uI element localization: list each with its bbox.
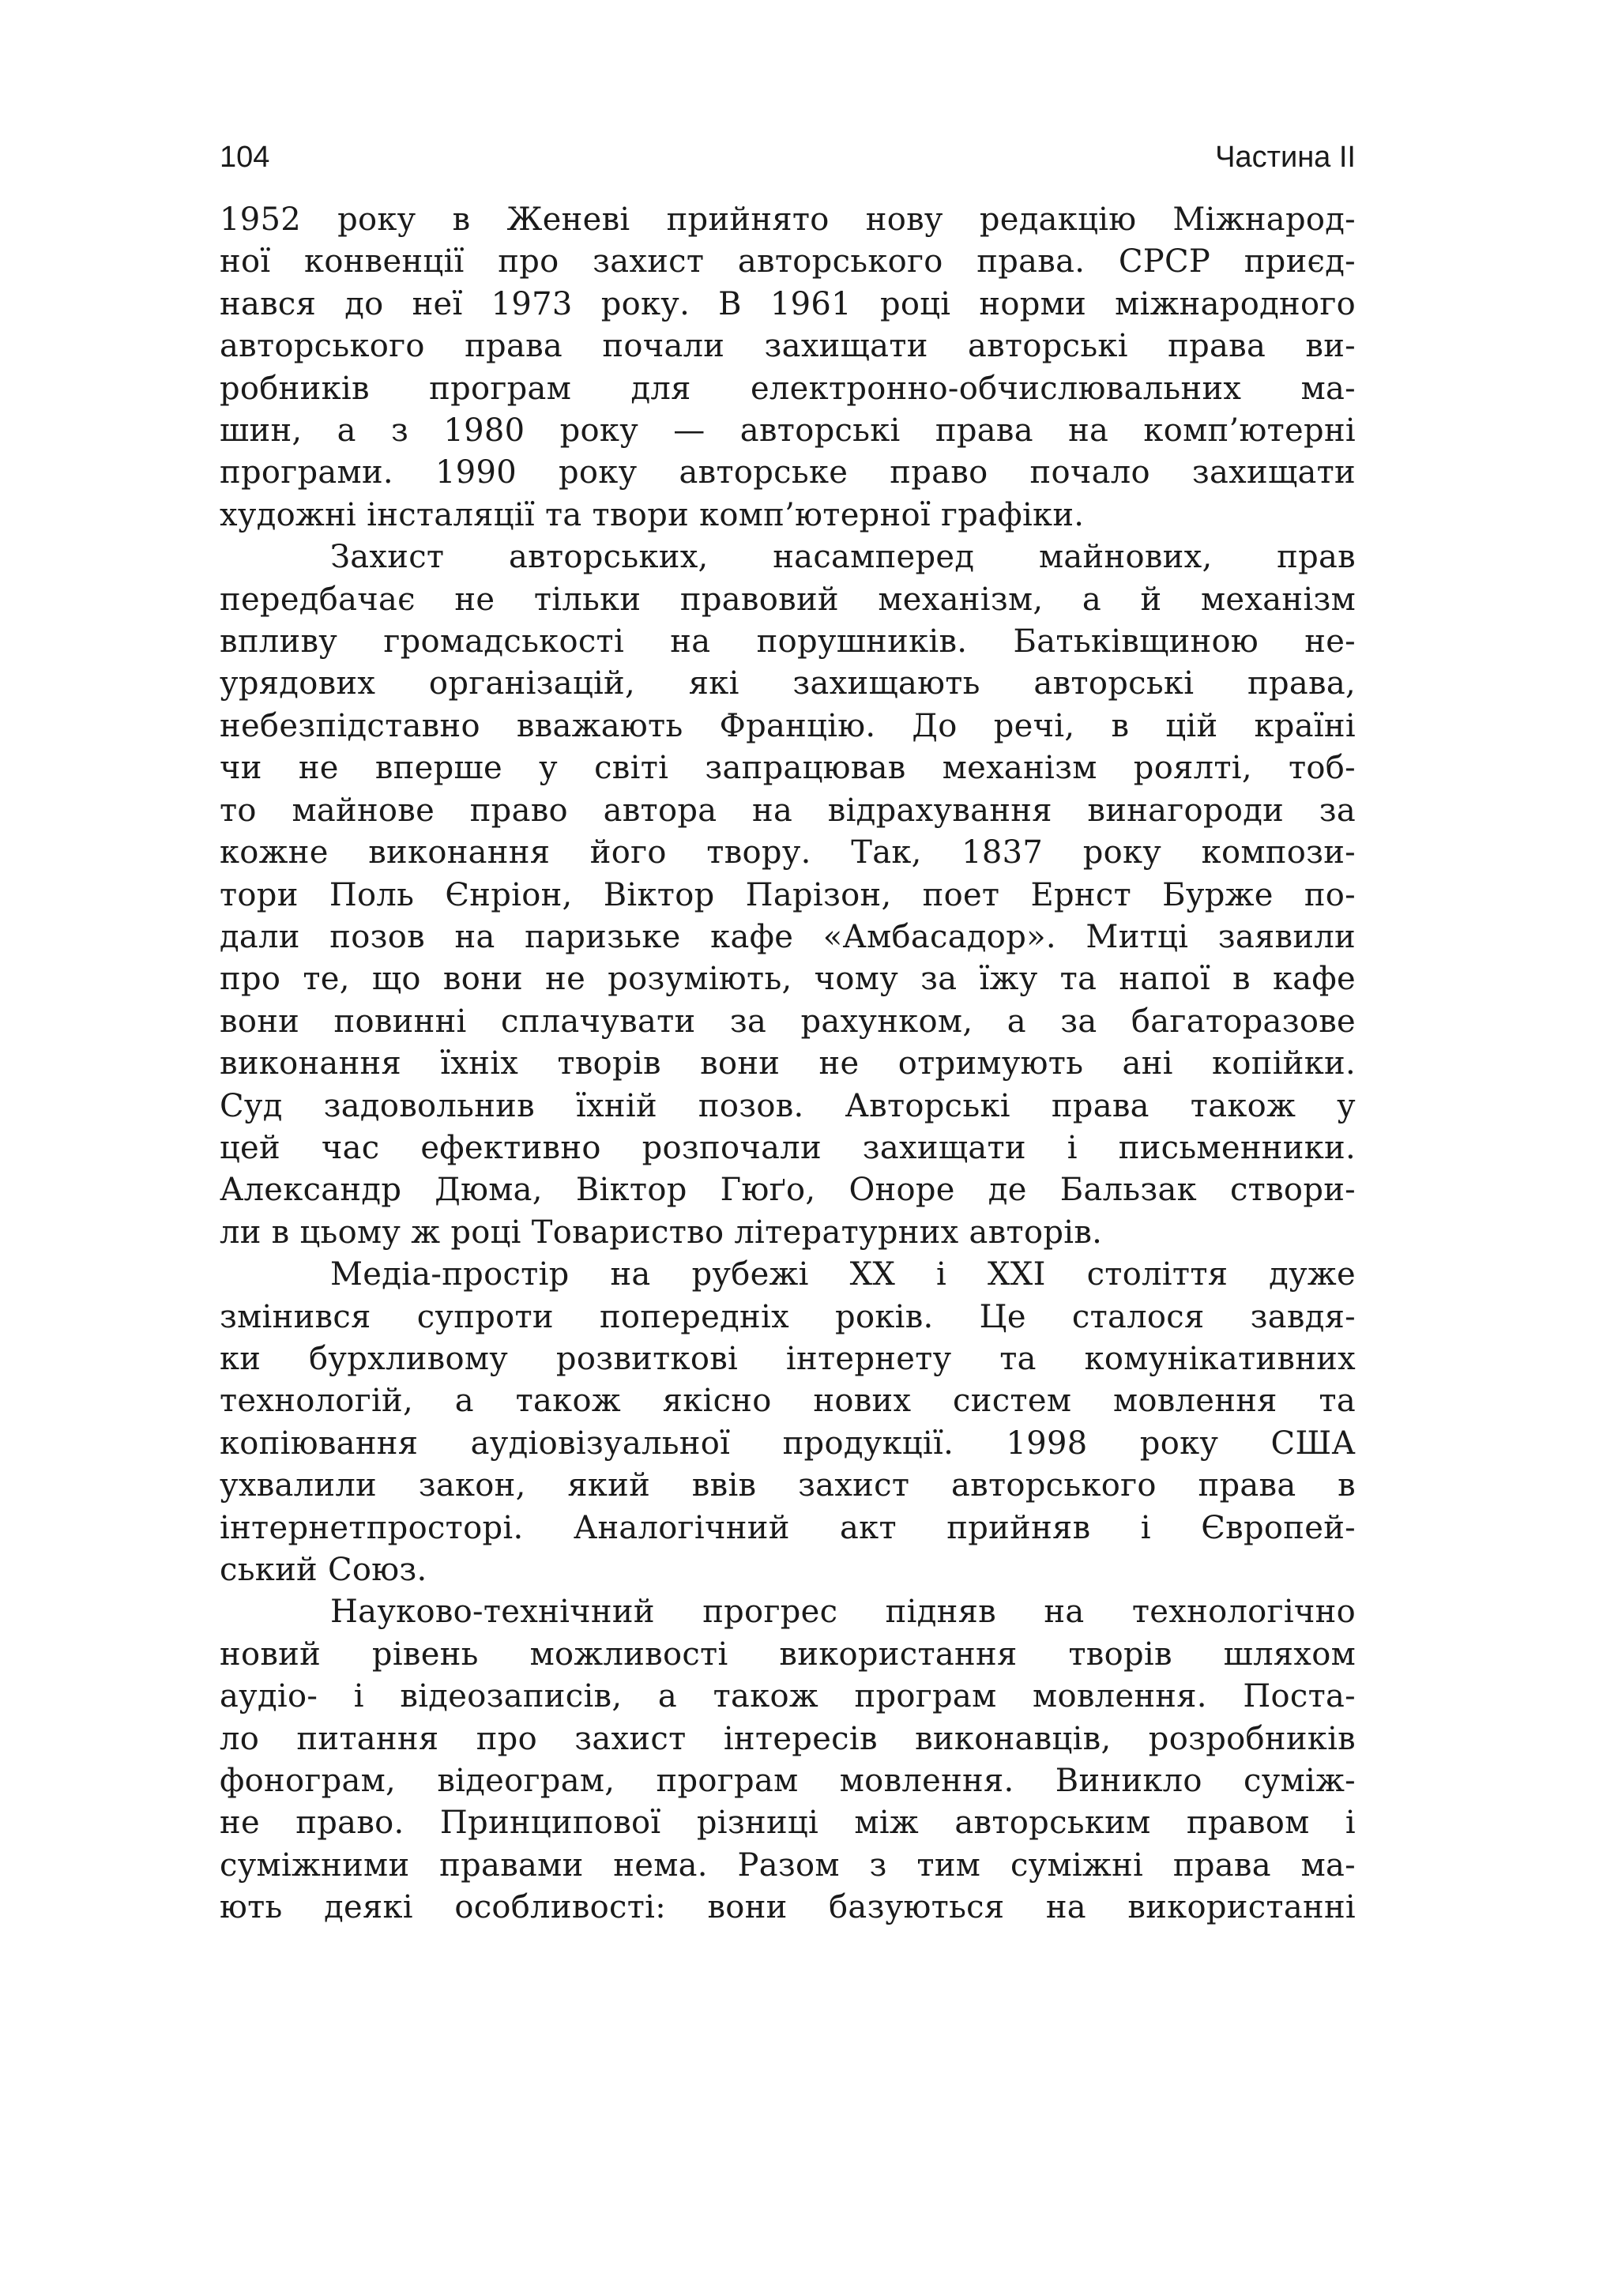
text-line: чи не вперше у світі запрацював механізм роялті, тоб- [220, 750, 1356, 787]
text-line: Захист авторських, насамперед майнових, прав [330, 539, 1356, 576]
text-line: художні інсталяції та твори комп’ютерної графіки. [220, 496, 1085, 533]
running-head [220, 142, 1356, 172]
paragraph-2 [220, 536, 1356, 1254]
text-line: ський Союз. [220, 1552, 427, 1588]
text-line: суміжними правами нема. Разом з тим суміжні права ма- [220, 1846, 1356, 1884]
text-line: не право. Принципової різниці між авторським правом і [220, 1805, 1356, 1842]
text-line: технологій, а також якісно нових систем мовлення та [220, 1383, 1356, 1420]
body-text [220, 199, 1356, 1929]
text-line: Медіа-простір на рубежі ХХ і ХХІ століття дуже [330, 1256, 1356, 1293]
text-line: фонограм, відеограм, програм мовлення. Виникло суміж- [220, 1763, 1356, 1800]
paragraph-1 [220, 199, 1356, 536]
text-line: кожне виконання його твору. Так, 1837 року компози- [220, 834, 1356, 871]
text-line: копіювання аудіовізуальної продукції. 1998 року США [220, 1425, 1356, 1462]
text-line: ки бурхливому розвиткові інтернету та комунікативних [220, 1340, 1356, 1377]
text-line: тори Поль Єнріон, Віктор Парізон, поет Ернст Бурже по- [220, 876, 1356, 913]
text-line: авторського права почали захищати авторські права ви- [220, 328, 1356, 365]
text-line: інтернетпросторі. Аналогічний акт прийняв і Європей- [220, 1509, 1356, 1546]
text-line: новий рівень можливості використання творів шляхом [220, 1635, 1356, 1673]
text-line: цей час ефективно розпочали захищати і письменники. [220, 1129, 1356, 1166]
text-line: ють деякі особливості: вони базуються на використанні [220, 1889, 1356, 1926]
text-line: про те, що вони не розуміють, чому за їжу та напої в кафе [220, 961, 1356, 998]
book-page [220, 142, 1356, 1929]
paragraph-4 [220, 1591, 1356, 1929]
text-line: урядових організацій, які захищають авторські права, [220, 665, 1356, 702]
page-number: 104 [220, 141, 270, 174]
text-line: ли в цьому ж році Товариство літературних авторів. [220, 1214, 1103, 1251]
text-line: Науково-технічний прогрес підняв на технологічно [330, 1594, 1356, 1631]
text-line: робників програм для електронно-обчислювальних ма- [220, 370, 1356, 407]
text-line: аудіо- і відеозаписів, а також програм мовлення. Поста- [220, 1678, 1356, 1715]
text-line: Суд задовольнив їхній позов. Авторські права також у [220, 1087, 1356, 1124]
text-line: небезпідставно вважають Францію. До речі, в цій країні [220, 707, 1356, 744]
text-line: передбачає не тільки правовий механізм, а й механізм [220, 581, 1356, 618]
text-line: нався до неї 1973 року. В 1961 році норми міжнародного [220, 285, 1356, 322]
text-line: то майнове право автора на відрахування винагороди за [220, 792, 1356, 829]
text-line: 1952 року в Женеві прийнято нову редакцію Міжнарод- [220, 201, 1356, 238]
text-line: дали позов на паризьке кафе «Амбасадор». Митці заявили [220, 918, 1356, 955]
text-line: виконання їхніх творів вони не отримують ані копійки. [220, 1045, 1356, 1082]
section-title: Частина ІІ [1215, 141, 1356, 174]
text-line: шин, а з 1980 року — авторські права на комп’ютерні [220, 412, 1356, 450]
text-line: вони повинні сплачувати за рахунком, а за багаторазове [220, 1003, 1356, 1040]
paragraph-3 [220, 1254, 1356, 1591]
text-line: програми. 1990 року авторське право почало захищати [220, 454, 1356, 491]
text-line: ло питання про захист інтересів виконавців, розробників [220, 1720, 1356, 1757]
text-line: впливу громадськості на порушників. Батьківщиною не- [220, 623, 1356, 661]
text-line: змінився супроти попередніх років. Це сталося завдя- [220, 1298, 1356, 1335]
text-line: Александр Дюма, Віктор Гюґо, Оноре де Бальзак створи- [220, 1172, 1356, 1209]
text-line: ної конвенції про захист авторського права. СРСР приєд- [220, 243, 1356, 280]
text-line: ухвалили закон, який ввів захист авторського права в [220, 1467, 1356, 1504]
